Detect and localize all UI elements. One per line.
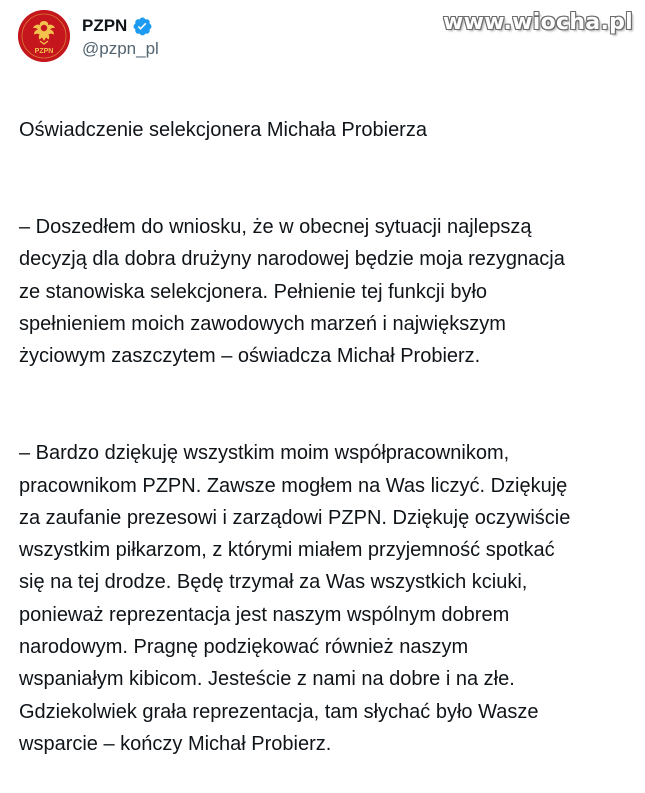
avatar[interactable] [18, 10, 70, 62]
tweet-paragraph-2: – Bardzo dziękuję wszystkim moim współpracownikom, pracownikom PZPN. Zawsze mogłem na Was liczyć. Dziękuję za zaufanie prezesowi i zarządowi PZPN. Dziękuję oczywiście wszystkim piłkarzom, z którymi miałem przyjemność spotkać się na tej drodze. Będę trzymał za Was wszystkich kciuki, ponieważ reprezentacja jest naszym wspólnym dobrem narodowym. Pragnę podziękować również naszym wspaniałym kibicom. Jesteście z nami na dobre i na złe. Gdziekolwiek grała reprezentacja, tam słychać było Wasze wsparcie – kończy Michał Probierz. [19, 442, 571, 755]
verified-badge-icon [132, 16, 153, 37]
name-row [82, 14, 153, 38]
watermark: www.wiocha.pl [443, 10, 633, 35]
display-name[interactable]: PZPN [82, 16, 128, 35]
tweet-paragraph-1: – Doszedłem do wniosku, że w obecnej sytuacji najlepszą decyzją dla dobra drużyny narodowej będzie moja rezygnacja ze stanowiska selekcjonera. Pełnienie tej funkcji było spełnieniem moich zawodowych marzeń i największym życiowym zaszczytem – oświadcza Michał Probierz. [19, 216, 565, 368]
tweet-paragraph-title: Oświadczenie selekcjonera Michała Probierza [19, 119, 427, 142]
pzpn-logo-icon [18, 10, 70, 62]
tweet-text [19, 82, 631, 793]
handle[interactable]: @pzpn_pl [82, 39, 159, 58]
avatar-text: PZPN [34, 48, 54, 55]
